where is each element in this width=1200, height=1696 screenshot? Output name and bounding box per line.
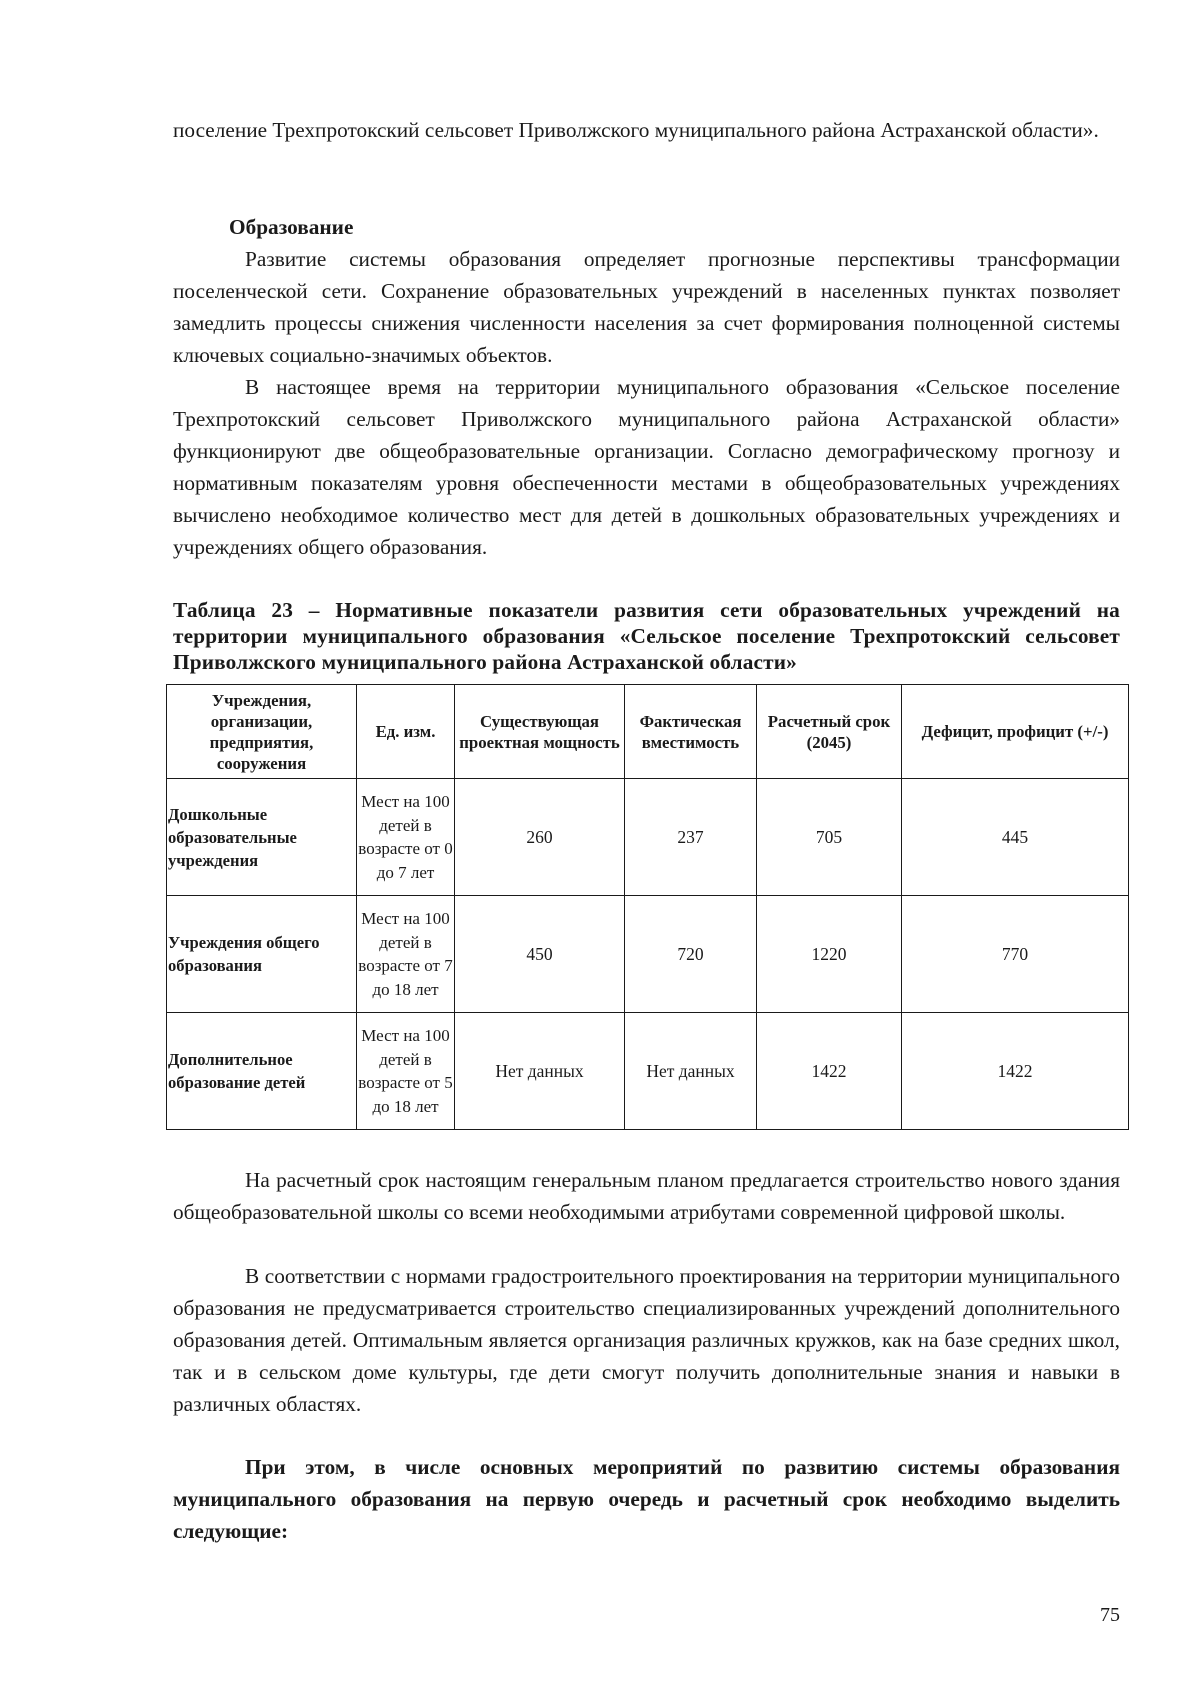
- page-number: 75: [1100, 1604, 1120, 1626]
- cell-unit: Мест на 100 детей в возрасте от 0 до 7 лет: [357, 779, 455, 896]
- header-design-capacity: Существующая проектная мощность: [455, 685, 625, 779]
- paragraph-new-school: На расчетный срок настоящим генеральным планом предлагается строительство нового здания общеобразовательной школы со всеми необходимыми атрибутами современной цифровой школы.: [173, 1168, 1120, 1224]
- cell-design-capacity: Нет данных: [455, 1013, 625, 1130]
- cell-deficit: 770: [902, 896, 1129, 1013]
- header-unit: Ед. изм.: [357, 685, 455, 779]
- cell-actual-capacity: Нет данных: [625, 1013, 757, 1130]
- paragraph-education-development: Развитие системы образования определяет прогнозные перспективы трансформации поселенческой сети. Сохранение образовательных учреждений в населенных пунктах позволяет замедлить процессы снижения численности населения за счет формирования полноценной системы ключевых социально-значимых объектов.: [173, 247, 1120, 367]
- cell-target: 1422: [757, 1013, 902, 1130]
- header-deficit: Дефицит, профицит (+/-): [902, 685, 1129, 779]
- table-row: [167, 896, 1129, 1013]
- paragraph-key-measures: При этом, в числе основных мероприятий по развитию системы образования муниципального образования на первую очередь и расчетный срок необходимо выделить следующие:: [173, 1455, 1120, 1543]
- paragraph-additional-education: В соответствии с нормами градостроительного проектирования на территории муниципального образования не предусматривается строительство специализированных учреждений дополнительного образования детей. Оптимальным является организация различных кружков, как на базе средних школ, так и в сельском доме культуры, где дети смогут получить дополнительные знания и навыки в различных областях.: [173, 1264, 1120, 1416]
- cell-actual-capacity: 237: [625, 779, 757, 896]
- cell-unit: Мест на 100 детей в возрасте от 5 до 18 лет: [357, 1013, 455, 1130]
- cell-target: 705: [757, 779, 902, 896]
- cell-actual-capacity: 720: [625, 896, 757, 1013]
- header-institution: Учреждения, организации, предприятия, сооружения: [167, 685, 357, 779]
- header-target: Расчетный срок (2045): [757, 685, 902, 779]
- cell-institution: Учреждения общего образования: [167, 896, 357, 1013]
- table-row: [167, 1013, 1129, 1130]
- table-header-row: [167, 685, 1129, 779]
- cell-design-capacity: 260: [455, 779, 625, 896]
- paragraph-continuation: поселение Трехпротокский сельсовет Приволжского муниципального района Астраханской области».: [173, 118, 1099, 142]
- education-indicators-table: [166, 684, 1129, 1130]
- cell-target: 1220: [757, 896, 902, 1013]
- cell-design-capacity: 450: [455, 896, 625, 1013]
- cell-institution: Дошкольные образовательные учреждения: [167, 779, 357, 896]
- section-heading: Образование: [229, 215, 354, 239]
- cell-deficit: 445: [902, 779, 1129, 896]
- table-caption: Таблица 23 – Нормативные показатели развития сети образовательных учреждений на территории муниципального образования «Сельское поселение Трехпротокский сельсовет Приволжского муниципального района Астраханской области»: [173, 598, 1120, 674]
- header-actual-capacity: Фактическая вместимость: [625, 685, 757, 779]
- cell-institution: Дополнительное образование детей: [167, 1013, 357, 1130]
- cell-unit: Мест на 100 детей в возрасте от 7 до 18 лет: [357, 896, 455, 1013]
- table-row: [167, 779, 1129, 896]
- cell-deficit: 1422: [902, 1013, 1129, 1130]
- paragraph-current-state: В настоящее время на территории муниципального образования «Сельское поселение Трехпротокский сельсовет Приволжского муниципального района Астраханской области» функционируют две общеобразовательные организации. Согласно демографическому прогнозу и нормативным показателям уровня обеспеченности местами в общеобразовательных учреждениях вычислено необходимое количество мест для детей в дошкольных образовательных учреждениях и учреждениях общего образования.: [173, 375, 1120, 559]
